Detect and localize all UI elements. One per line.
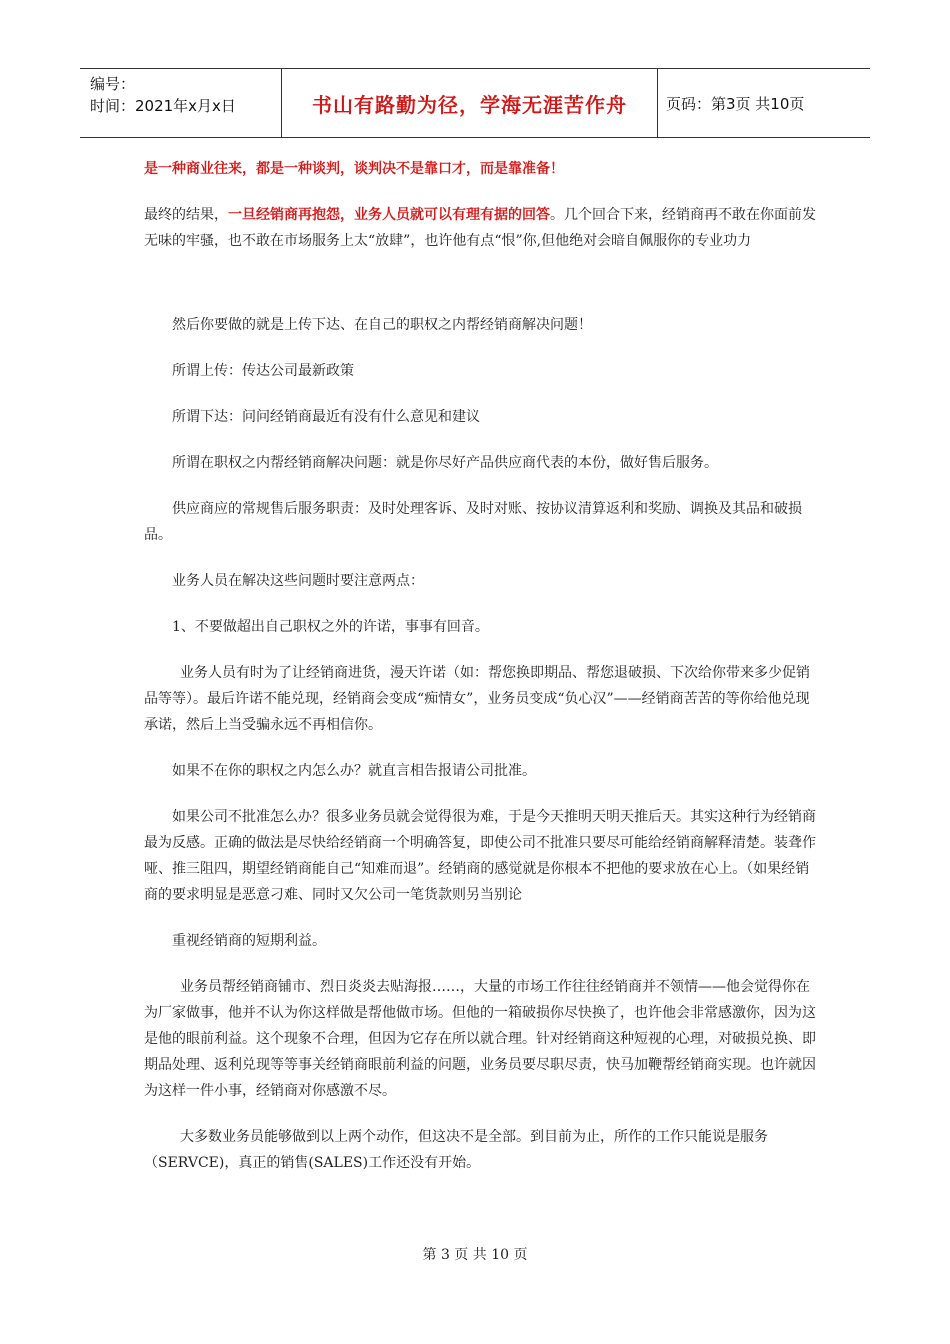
document-body [144,156,816,1176]
paragraph-10: 业务人员有时为了让经销商进货，漫天许诺（如：帮您换即期品、帮您退破损、下次给你带来多少促销品等等）。最后许诺不能兑现，经销商会变成“痴情女”，业务员变成“负心汉”——经销商苦苦的等你给他兑现承诺，然后上当受骗永远不再相信你。 [144,665,810,733]
paragraph-4: 所谓上传：传达公司最新政策 [172,363,354,379]
header-motto: 书山有路勤为径，学海无涯苦作舟 [282,69,658,137]
paragraph-7: 供应商应的常规售后服务职责：及时处理客诉、及时对账、按协议清算返利和奖励、调换及其品和破损品。 [144,501,802,543]
page-footer: 第 3 页 共 10 页 [422,1247,528,1263]
paragraph-8: 业务人员在解决这些问题时要注意两点： [172,573,424,589]
header-meta [80,69,282,137]
paragraph-13: 重视经销商的短期利益。 [172,933,326,949]
paragraph-11: 如果不在你的职权之内怎么办？就直言相告报请公司批准。 [172,763,536,779]
paragraph-9: 1、不要做超出自己职权之外的许诺，事事有回音。 [172,619,489,635]
page-header [80,68,870,138]
paragraph-1: 是一种商业往来，都是一种谈判，谈判决不是靠口才，而是靠准备！ [144,161,564,177]
paragraph-12: 如果公司不批准怎么办？很多业务员就会觉得很为难，于是今天推明天明天推后天。其实这种行为经销商最为反感。正确的做法是尽快给经销商一个明确答复，即使公司不批准只要尽可能给经销商解释清楚。装聋作哑、推三阻四，期望经销商能自己“知难而退”。经销商的感觉就是你根本不把他的要求放在心上。（如果经销商的要求明显是恶意刁难、同时又欠公司一笔货款则另当别论 [144,809,816,903]
paragraph-14: 业务员帮经销商铺市、烈日炎炎去贴海报……，大量的市场工作往往经销商并不领情——他会觉得你在为厂家做事，他并不认为你这样做是帮他做市场。但他的一箱破损你尽快换了，也许他会非常感激你，因为这是他的眼前利益。这个现象不合理，但因为它存在所以就合理。针对经销商这种短视的心理，对破损兑换、即期品处理、返利兑现等等事关经销商眼前利益的问题，业务员要尽职尽责，快马加鞭帮经销商实现。也许就因为这样一件小事，经销商对你感激不尽。 [144,979,816,1099]
paragraph-6: 所谓在职权之内帮经销商解决问题：就是你尽好产品供应商代表的本份，做好售后服务。 [172,455,718,471]
paragraph-2-start: 最终的结果， [144,207,228,223]
number-label: 编号： [90,75,136,93]
paragraph-3: 然后你要做的就是上传下达、在自己的职权之内帮经销商解决问题！ [172,317,592,333]
paragraph-5: 所谓下达：问问经销商最近有没有什么意见和建议 [172,409,480,425]
paragraph-15: 大多数业务员能够做到以上两个动作，但这决不是全部。到目前为止，所作的工作只能说是服务（SERVCE)，真正的销售(SALES)工作还没有开始。 [144,1129,768,1171]
time-label: 时间：2021年x月x日 [90,97,236,115]
paragraph-2-end: 。几个回合下来，经销商再不敢在你面前发无味的牢骚，也不敢在市场服务上太“放肆”，也许他有点“恨”你,但他绝对会暗自佩服你的专业功力 [144,207,816,249]
paragraph-2 [144,202,816,254]
paragraph-2-highlight: 一旦经销商再抱怨，业务人员就可以有理有据的回答 [228,207,550,223]
header-page-info: 页码：第3页 共10页 [666,94,805,113]
